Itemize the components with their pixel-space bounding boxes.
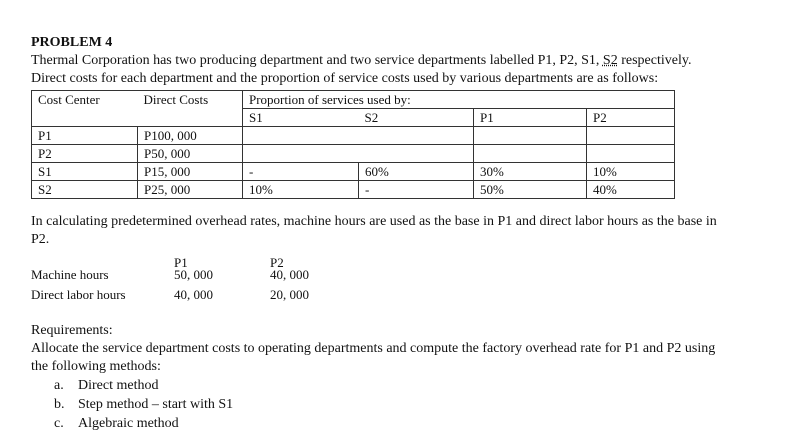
- requirements-section: [31, 322, 771, 376]
- cost-allocation-table: [31, 90, 675, 199]
- hours-p1-value: 50, 000: [174, 267, 213, 282]
- problem-title: PROBLEM 4: [31, 35, 113, 50]
- header-direct-costs: Direct Costs: [138, 91, 243, 109]
- cell-s1: -: [243, 163, 359, 181]
- table-row: [32, 181, 675, 199]
- intro-line-1: [31, 52, 771, 70]
- cell-s2: [359, 127, 474, 145]
- hours-label: Machine hours: [31, 267, 109, 282]
- methods-list: [54, 376, 233, 433]
- list-item: [54, 395, 233, 414]
- cell-s1: [243, 127, 359, 145]
- list-text: Direct method: [78, 378, 159, 393]
- hours-header-p2: P2: [270, 255, 284, 270]
- subheader-s1: S1: [243, 109, 359, 127]
- cell-center: S1: [32, 163, 138, 181]
- cell-cost: P15, 000: [138, 163, 243, 181]
- overhead-paragraph: [31, 213, 761, 249]
- cell-p2: 10%: [587, 163, 675, 181]
- cell-p1: [474, 127, 587, 145]
- cell-cost: P50, 000: [138, 145, 243, 163]
- intro-text-1: Thermal Corporation has two producing department and two service departments labelled P1, P2, S1,: [31, 53, 600, 68]
- problem-intro: [31, 52, 771, 88]
- cell-p2: [587, 127, 675, 145]
- overhead-line-2: P2.: [31, 232, 50, 247]
- subheader-p1: P1: [474, 109, 587, 127]
- table-row: [32, 163, 675, 181]
- hours-p2-value: 20, 000: [270, 287, 309, 302]
- list-marker: c.: [54, 416, 64, 431]
- list-marker: b.: [54, 397, 65, 412]
- cell-cost: P25, 000: [138, 181, 243, 199]
- table-header-row: [32, 91, 675, 109]
- cell-p2: [587, 145, 675, 163]
- hours-label: Direct labor hours: [31, 287, 126, 302]
- cell-center: P2: [32, 145, 138, 163]
- cell-s1: 10%: [243, 181, 359, 199]
- intro-s2-token: S2: [602, 53, 618, 68]
- cell-center: P1: [32, 127, 138, 145]
- table-row: [32, 127, 675, 145]
- hours-p1-value: 40, 000: [174, 287, 213, 302]
- cell-s1: [243, 145, 359, 163]
- subheader-blank-2: [138, 109, 243, 127]
- subheader-p2: P2: [587, 109, 675, 127]
- hours-p2-value: 40, 000: [270, 267, 309, 282]
- requirements-line-1: Allocate the service department costs to operating departments and compute the factory overhead rate for P1 and P2 using: [31, 341, 716, 356]
- list-item: [54, 376, 233, 395]
- cell-cost: P100, 000: [138, 127, 243, 145]
- cell-s2: 60%: [359, 163, 474, 181]
- intro-text-respectively: respectively.: [621, 53, 692, 68]
- cell-p2: 40%: [587, 181, 675, 199]
- list-text: Step method – start with S1: [78, 397, 234, 412]
- requirements-heading: Requirements:: [31, 323, 113, 338]
- cell-p1: 50%: [474, 181, 587, 199]
- table-row: [32, 145, 675, 163]
- cell-s2: [359, 145, 474, 163]
- cell-s2: -: [359, 181, 474, 199]
- intro-line-2: Direct costs for each department and the proportion of service costs used by various departments are as follows:: [31, 71, 659, 86]
- cell-p1: 30%: [474, 163, 587, 181]
- table-subheader-row: [32, 109, 675, 127]
- cell-p1: [474, 145, 587, 163]
- header-proportion: Proportion of services used by:: [243, 91, 675, 109]
- list-item: [54, 414, 233, 433]
- requirements-line-2: the following methods:: [31, 359, 161, 374]
- subheader-blank-1: [32, 109, 138, 127]
- cell-center: S2: [32, 181, 138, 199]
- subheader-s2: S2: [359, 109, 474, 127]
- list-marker: a.: [54, 378, 64, 393]
- hours-header-p1: P1: [174, 255, 188, 270]
- list-text: Algebraic method: [78, 416, 179, 431]
- overhead-line-1: In calculating predetermined overhead rates, machine hours are used as the base in P1 and direct labor hours as the base in: [31, 214, 717, 229]
- header-cost-center: Cost Center: [32, 91, 138, 109]
